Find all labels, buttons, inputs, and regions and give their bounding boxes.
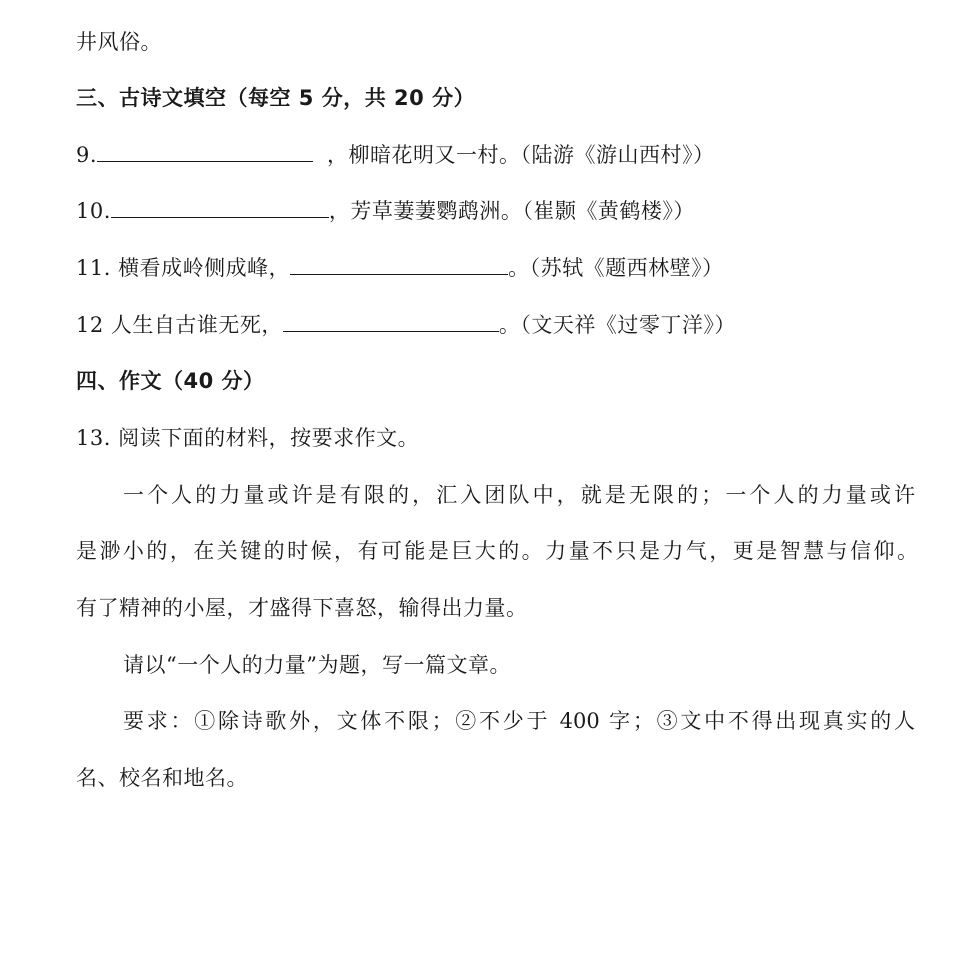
- question-9-number: 9.: [76, 143, 98, 167]
- question-10: [76, 197, 695, 225]
- requirements-line-2: 名、校名和地名。: [76, 766, 248, 790]
- section-4-title: 四、作文（40 分）: [76, 369, 265, 393]
- question-10-blank[interactable]: [111, 197, 329, 218]
- question-12: [76, 311, 736, 339]
- question-11: [76, 254, 724, 282]
- question-9-text: ，柳暗花明又一村。（陆游《游山西村》）: [327, 143, 715, 167]
- requirements-line-1: 要求：①除诗歌外，文体不限；②不少于 400 字；③文中不得出现真实的人: [123, 709, 915, 733]
- material-line-2: 是渺小的，在关键的时候，有可能是巨大的。力量不只是力气，更是智慧与信仰。: [76, 539, 918, 563]
- section-3-title: 三、古诗文填空（每空 5 分，共 20 分）: [76, 86, 476, 110]
- question-9-blank[interactable]: [97, 141, 313, 162]
- material-line-3: 有了精神的小屋，才盛得下喜怒，输得出力量。: [76, 596, 528, 620]
- material-line-1: 一个人的力量或许是有限的，汇入团队中，就是无限的；一个人的力量或许: [123, 483, 915, 507]
- question-10-number: 10.: [76, 199, 111, 223]
- question-10-text: ，芳草萋萋鹦鹉洲。（崔颢《黄鹤楼》）: [328, 199, 695, 223]
- question-11-text-after: 。（苏轼《题西林壁》）: [508, 256, 724, 280]
- question-13: 13. 阅读下面的材料，按要求作文。: [76, 426, 420, 450]
- question-12-text-after: 。（文天祥《过零丁洋》）: [498, 313, 736, 337]
- question-11-text-before: 11. 横看成岭侧成峰，: [76, 256, 291, 280]
- question-12-text-before: 12 人生自古谁无死，: [76, 313, 283, 337]
- question-12-blank[interactable]: [283, 311, 499, 332]
- continuation-text: 井风俗。: [76, 30, 162, 54]
- question-11-blank[interactable]: [290, 254, 508, 275]
- essay-prompt: 请以“一个人的力量”为题，写一篇文章。: [123, 653, 511, 677]
- question-9: [76, 141, 715, 169]
